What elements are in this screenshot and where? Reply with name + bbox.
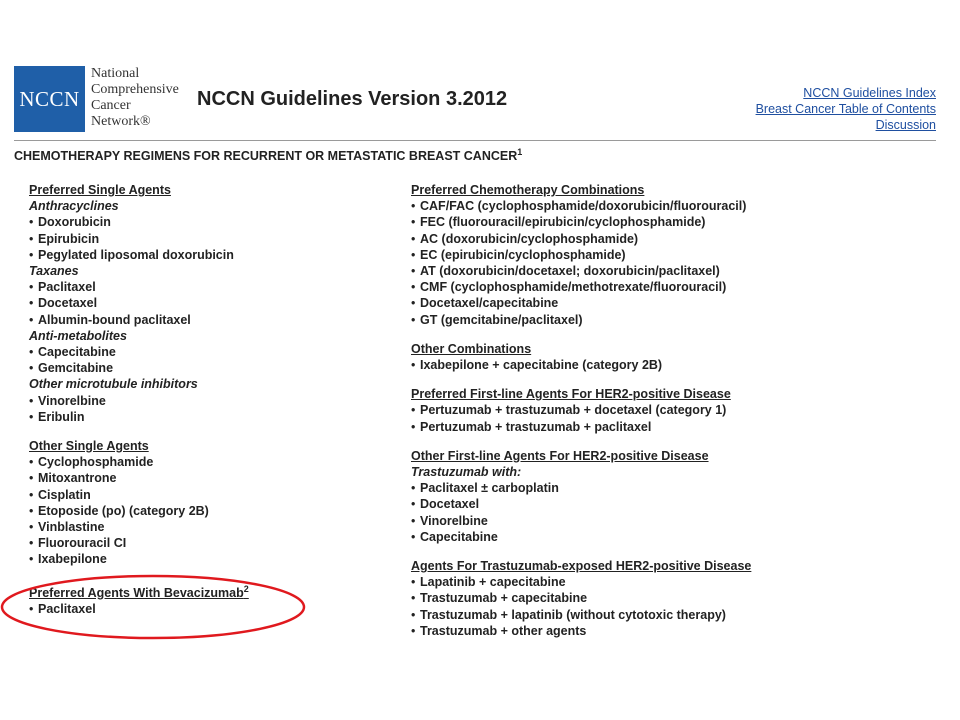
list-item: • Pertuzumab + trastuzumab + docetaxel (category 1) [411, 402, 941, 418]
list-item: • Trastuzumab + capecitabine [411, 590, 941, 606]
list-item: • CAF/FAC (cyclophosphamide/doxorubicin/fluorouracil) [411, 198, 941, 214]
list-item: • Paclitaxel ± carboplatin [411, 480, 941, 496]
list-item: • Trastuzumab + lapatinib (without cytotoxic therapy) [411, 607, 941, 623]
list-item: • Albumin-bound paclitaxel [29, 312, 399, 328]
list-item: • Paclitaxel [29, 279, 399, 295]
guideline-title: NCCN Guidelines Version 3.2012 [197, 88, 508, 110]
list-item: • Docetaxel [29, 295, 399, 311]
list-item: • Trastuzumab + other agents [411, 623, 941, 639]
page-heading-text: CHEMOTHERAPY REGIMENS FOR RECURRENT OR METASTATIC BREAST CANCER [14, 149, 518, 164]
list-item: • Etoposide (po) (category 2B) [29, 503, 399, 519]
preferred-first-line-her2-section [411, 386, 941, 435]
section-heading: Other Single Agents [29, 439, 149, 454]
section-heading [29, 581, 399, 601]
list-item: • EC (epirubicin/cyclophosphamide) [411, 247, 941, 263]
guidelines-index-link[interactable]: NCCN Guidelines Index [803, 86, 936, 100]
nccn-logo: NCCN [14, 66, 85, 132]
list-item: • Cisplatin [29, 487, 399, 503]
list-item: • Capecitabine [411, 529, 941, 545]
section-heading: Preferred Single Agents [29, 183, 171, 197]
org-name-line: Comprehensive [91, 82, 179, 97]
list-item: • Pertuzumab + trastuzumab + paclitaxel [411, 419, 941, 435]
list-item: • Doxorubicin [29, 214, 399, 230]
list-item: • Vinorelbine [411, 513, 941, 529]
subheading: Trastuzumab with: [411, 465, 522, 480]
other-first-line-her2-section [411, 448, 941, 545]
list-item: • Pegylated liposomal doxorubicin [29, 247, 399, 263]
list-item: • AT (doxorubicin/docetaxel; doxorubicin/paclitaxel) [411, 263, 941, 279]
org-name-line: Cancer [91, 98, 131, 113]
section-heading: Other Combinations [411, 341, 532, 356]
list-item: • Gemcitabine [29, 360, 399, 376]
header-links [756, 85, 936, 133]
section-heading: Preferred First-line Agents For HER2-positive Disease [411, 387, 731, 402]
section-heading: Preferred Chemotherapy Combinations [411, 183, 645, 197]
list-item: • Eribulin [29, 409, 399, 425]
list-item: • Ixabepilone [29, 551, 399, 567]
page-heading [14, 147, 522, 163]
list-item: • Docetaxel [411, 496, 941, 512]
list-item: • Lapatinib + capecitabine [411, 574, 941, 590]
subheading: Taxanes [29, 264, 79, 279]
page-heading-footnote: 1 [517, 147, 523, 157]
list-item: • Cyclophosphamide [29, 454, 399, 470]
org-name-line: Network® [91, 114, 151, 129]
discussion-link[interactable]: Discussion [875, 118, 936, 132]
list-item: • Ixabepilone + capecitabine (category 2B) [411, 357, 941, 373]
preferred-combinations-section [411, 182, 941, 328]
bevacizumab-section [29, 581, 399, 618]
list-item: • Epirubicin [29, 231, 399, 247]
org-name-line: National [91, 66, 140, 81]
right-column [411, 182, 941, 652]
bevacizumab-footnote: 2 [243, 583, 249, 594]
list-item: • Fluorouracil CI [29, 535, 399, 551]
list-item: • FEC (fluorouracil/epirubicin/cyclophosphamide) [411, 214, 941, 230]
list-item: • Docetaxel/capecitabine [411, 295, 941, 311]
list-item: • Capecitabine [29, 344, 399, 360]
section-heading: Agents For Trastuzumab-exposed HER2-positive Disease [411, 559, 752, 574]
list-item: • CMF (cyclophosphamide/methotrexate/fluorouracil) [411, 279, 941, 295]
list-item: • Mitoxantrone [29, 470, 399, 486]
other-combinations-section [411, 341, 941, 373]
subheading: Other microtubule inhibitors [29, 377, 198, 392]
list-item: • AC (doxorubicin/cyclophosphamide) [411, 231, 941, 247]
left-column [29, 182, 399, 630]
table-of-contents-link[interactable]: Breast Cancer Table of Contents [755, 102, 936, 116]
header-divider [14, 140, 936, 141]
organization-name [91, 66, 196, 130]
preferred-single-agents-section [29, 182, 399, 425]
subheading: Anthracyclines [29, 199, 119, 214]
list-item: • GT (gemcitabine/paclitaxel) [411, 312, 941, 328]
section-heading: Other First-line Agents For HER2-positive Disease [411, 448, 709, 463]
bevacizumab-heading-text: Preferred Agents With Bevacizumab [29, 585, 244, 600]
list-item: • Paclitaxel [29, 601, 399, 617]
subheading: Anti-metabolites [29, 328, 127, 343]
list-item: • Vinorelbine [29, 393, 399, 409]
list-item: • Vinblastine [29, 519, 399, 535]
trastuzumab-exposed-section [411, 558, 941, 639]
other-single-agents-section [29, 438, 399, 568]
